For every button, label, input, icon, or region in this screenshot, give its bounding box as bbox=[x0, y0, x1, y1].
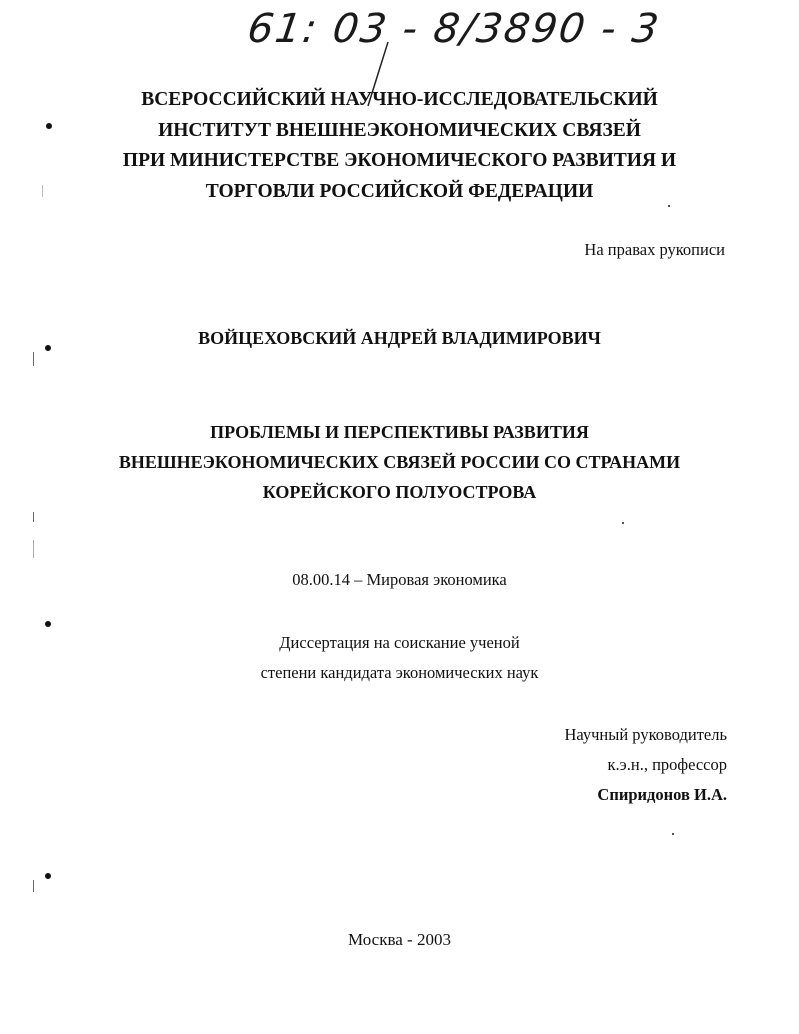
rights-note: На правах рукописи bbox=[584, 240, 725, 259]
binding-hole-mark bbox=[46, 123, 52, 129]
scan-artifact bbox=[33, 352, 34, 366]
supervisor-name: Спиридонов И.А. bbox=[597, 785, 727, 804]
binding-hole-mark bbox=[45, 345, 51, 351]
city-year: Москва - 2003 bbox=[348, 930, 451, 949]
institution-line: ИНСТИТУТ ВНЕШНЕЭКОНОМИЧЕСКИХ СВЯЗЕЙ bbox=[158, 119, 641, 141]
supervisor-degree: к.э.н., профессор bbox=[607, 755, 727, 774]
title-line: ВНЕШНЕЭКОНОМИЧЕСКИХ СВЯЗЕЙ РОССИИ СО СТРАНАМИ bbox=[118, 452, 681, 472]
institution-header bbox=[0, 85, 799, 207]
author-name: ВОЙЦЕХОВСКИЙ АНДРЕЙ ВЛАДИМИРОВИЧ bbox=[198, 328, 601, 348]
supervisor-block bbox=[564, 720, 727, 810]
title-line: КОРЕЙСКОГО ПОЛУОСТРОВА bbox=[262, 482, 537, 502]
title-line: ПРОБЛЕМЫ И ПЕРСПЕКТИВЫ РАЗВИТИЯ bbox=[210, 422, 589, 442]
scan-artifact bbox=[33, 512, 34, 522]
handwritten-archive-number: 61: 03 - 8/3890 - 3 bbox=[244, 6, 664, 52]
institution-line: ТОРГОВЛИ РОССИЙСКОЙ ФЕДЕРАЦИИ bbox=[205, 180, 594, 202]
institution-line: ВСЕРОССИЙСКИЙ НАУЧНО-ИССЛЕДОВАТЕЛЬСКИЙ bbox=[141, 89, 658, 110]
dissertation-line: Диссертация на соискание ученой bbox=[279, 633, 520, 652]
scan-artifact bbox=[622, 522, 624, 524]
dissertation-title bbox=[0, 417, 799, 507]
scan-artifact bbox=[42, 185, 43, 197]
specialty-code: 08.00.14 – Мировая экономика bbox=[292, 570, 507, 589]
dissertation-type bbox=[0, 628, 799, 688]
scan-artifact bbox=[33, 880, 34, 892]
supervisor-role: Научный руководитель bbox=[564, 725, 727, 744]
dissertation-line: степени кандидата экономических наук bbox=[260, 663, 539, 682]
binding-hole-mark bbox=[45, 621, 51, 627]
scan-artifact bbox=[668, 205, 670, 207]
binding-hole-mark bbox=[45, 873, 51, 879]
institution-line: ПРИ МИНИСТЕРСТВЕ ЭКОНОМИЧЕСКОГО РАЗВИТИЯ И bbox=[122, 150, 677, 171]
scan-artifact bbox=[672, 833, 674, 835]
scan-artifact bbox=[33, 540, 34, 558]
